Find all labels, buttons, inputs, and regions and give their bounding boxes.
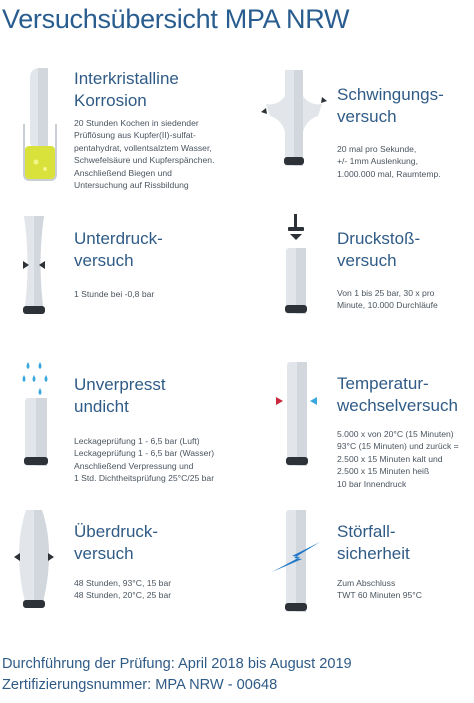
test-heading: Unterdruck- versuch (74, 229, 163, 270)
footer-test-period: Durchführung der Prüfung: April 2018 bis August 2019 (2, 656, 352, 672)
test-description: Leckageprüfung 1 - 6,5 bar (Luft) Leckageprüfung 1 - 6,5 bar (Wasser) Anschließend Verpressung und 1 Std. Dichtheitsprüfung 25°C/25 bar (74, 436, 215, 484)
beaker-pipe-icon (14, 66, 64, 186)
overpressure-pipe-icon (8, 506, 60, 618)
test-description: Zum Abschluss TWT 60 Minuten 95°C (337, 578, 422, 601)
test-heading: Überdruck- versuch (74, 522, 159, 563)
test-heading: Interkristalline Korrosion (74, 69, 179, 110)
test-heading: Temperatur- wechselversuch (337, 374, 458, 415)
test-description: 20 mal pro Sekunde, +/- 1mm Auslenkung, 1.000.000 mal, Raumtemp. (337, 144, 441, 179)
lightning-pipe-icon (266, 506, 326, 618)
test-heading: Schwingungs- versuch (337, 85, 444, 126)
page-title: Versuchsübersicht MPA NRW (2, 4, 350, 34)
leaking-pipe-icon (14, 358, 58, 470)
temperature-pipe-icon (270, 358, 324, 470)
vacuum-pipe-icon (14, 214, 54, 322)
test-heading: Unverpresst undicht (74, 375, 166, 416)
test-description: 48 Stunden, 93°C, 15 bar 48 Stunden, 20°C, 25 bar (74, 578, 172, 601)
pressure-impulse-pipe-icon (278, 212, 314, 324)
test-heading: Druckstoß- versuch (337, 229, 421, 270)
test-description: 20 Stunden Kochen in siedender Prüflösung aus Kupfer(II)-sulfat- pentahydrat, vollentsalztem Wasser, Schwefelsäure und Kupferspänchen. Anschließend Biegen und Untersuchung auf Rissbildung (74, 118, 215, 191)
test-description: 1 Stunde bei -0,8 bar (74, 289, 155, 299)
test-description: Von 1 bis 25 bar, 30 x pro Minute, 10.000 Durchläufe (337, 288, 438, 311)
vibration-pipe-icon (258, 66, 330, 176)
footer-certificate-number: Zertifizierungsnummer: MPA NRW - 00648 (2, 677, 278, 693)
test-heading: Störfall- sicherheit (337, 522, 410, 563)
test-description: 5.000 x von 20°C (15 Minuten) 93°C (15 Minuten) und zurück = 2.500 x 15 Minuten kalt und 2.500 x 15 Minuten heiß 10 bar Innendruck (337, 429, 459, 489)
